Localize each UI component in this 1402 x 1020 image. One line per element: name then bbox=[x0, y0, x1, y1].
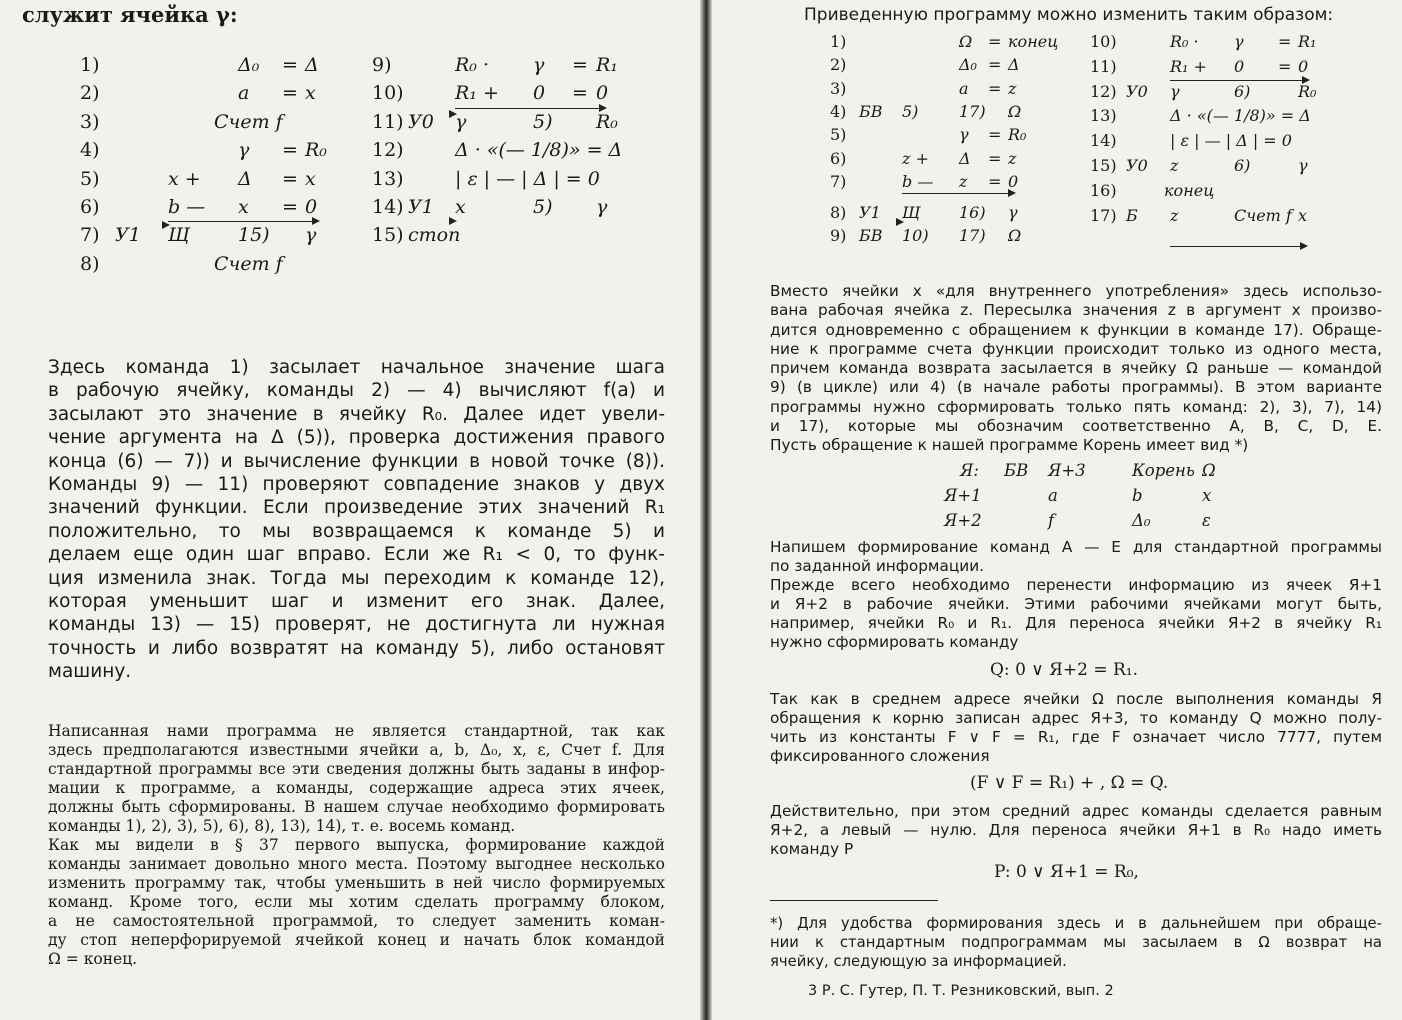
command-opcode: У1 bbox=[115, 224, 141, 247]
call-table-cell: x bbox=[1202, 486, 1212, 505]
command-result: x bbox=[1298, 205, 1308, 225]
text-line: ячейку, следующую за информацией. bbox=[770, 953, 1067, 970]
footnote-rule bbox=[770, 900, 938, 901]
command-number: 17) bbox=[1090, 205, 1117, 225]
text-line: например, ячейки R₀ и R₁. Для переноса ячейки Я+2 в ячейку R₁ bbox=[770, 614, 1382, 632]
command-assign: = bbox=[988, 125, 1002, 145]
command-number: 7) bbox=[80, 224, 100, 247]
call-table-cell: Я+1 bbox=[944, 486, 982, 505]
command-opcode: Б bbox=[1126, 205, 1138, 225]
text-line: команды 1), 2), 3), 5), 6), 8), 13), 14), т. е. восемь команд. bbox=[48, 817, 516, 835]
command-result: z bbox=[1008, 148, 1017, 168]
command-number: 6) bbox=[80, 196, 100, 218]
text-line: по заданной информации. bbox=[770, 557, 985, 575]
book-gutter bbox=[700, 0, 712, 1020]
command-number: 6) bbox=[830, 148, 847, 168]
command-number: 11) bbox=[372, 110, 404, 133]
command-operand-1: R₀ · bbox=[1170, 32, 1199, 51]
command-operand-2: 6) bbox=[1234, 81, 1251, 101]
command-operand-1: z bbox=[1170, 156, 1179, 175]
command-assign: = bbox=[988, 55, 1002, 75]
text-line: стандартной программы все эти сведения должны быть заданы в инфор- bbox=[48, 760, 665, 778]
command-number: 7) bbox=[830, 171, 847, 191]
command-number: 15) bbox=[372, 224, 404, 247]
text-line: фиксированного сложения bbox=[770, 747, 990, 765]
command-call: конец bbox=[1164, 180, 1215, 200]
text-line: должны быть сформированы. В нашем случае необходимо формировать bbox=[48, 798, 665, 816]
text-line: вана рабочая ячейка z. Пересылка значения z в аргумент x произво- bbox=[770, 301, 1382, 320]
text-line: обращения к корню записан адрес Я+3, то команду Q можно полу- bbox=[770, 709, 1382, 727]
text-line: конца (6) — 7)) и вычисление функции в новой точке (8)). bbox=[48, 450, 665, 472]
command-assign: = bbox=[1278, 56, 1292, 76]
text-line: команд. Кроме того, если мы хотим сделать программу блоком, bbox=[48, 893, 665, 911]
command-operand-2: a bbox=[959, 78, 969, 98]
command-operand-2: γ bbox=[238, 139, 250, 162]
command-operand-2: 15) bbox=[238, 224, 270, 247]
text-line: Так как в среднем адресе ячейки Ω после выполнения команды Я bbox=[770, 690, 1382, 708]
command-operand-1: b — bbox=[902, 171, 934, 191]
command-number: 2) bbox=[830, 55, 847, 75]
command-number: 3) bbox=[830, 78, 847, 98]
command-operand-2: 17) bbox=[959, 226, 986, 246]
command-result: R₁ bbox=[1298, 32, 1317, 51]
text-line: программы нужно сформировать только пять команд: 2), 3), 7), 14) bbox=[770, 397, 1382, 416]
command-assign: = bbox=[988, 148, 1002, 168]
command-operand-1: z bbox=[1170, 205, 1179, 225]
command-assign: = bbox=[1278, 32, 1292, 51]
text-line: которая уменьшит шаг и изменит его знак. Далее, bbox=[48, 591, 665, 613]
text-line: здесь предполагаются известными ячейки a, b, Δ₀, x, ε, Счет f. Для bbox=[48, 741, 665, 759]
call-table-cell: Я+3 bbox=[1048, 461, 1086, 480]
command-assign: = bbox=[988, 171, 1002, 191]
command-operand-2: a bbox=[238, 82, 250, 105]
command-result: Δ bbox=[1008, 55, 1020, 75]
command-number: 10) bbox=[1090, 32, 1117, 51]
command-result: R₀ bbox=[1008, 125, 1027, 145]
command-assign: = bbox=[572, 54, 588, 76]
right-paragraph-1 bbox=[770, 282, 1382, 456]
command-operand-2: 0 bbox=[1234, 56, 1245, 76]
command-number: 13) bbox=[1090, 106, 1117, 126]
text-line: Я+2, а левый — нулю. Для переноса ячейки Я+1 в R₀ надо иметь bbox=[770, 821, 1382, 839]
command-number: 15) bbox=[1090, 156, 1117, 175]
command-opcode: У0 bbox=[1126, 81, 1148, 101]
command-operand-2: γ bbox=[1234, 32, 1244, 51]
command-number: 4) bbox=[80, 139, 100, 162]
command-result: x bbox=[305, 167, 316, 190]
command-operand-1: Щ bbox=[902, 203, 921, 223]
command-operand-2: Δ₀ bbox=[238, 54, 260, 76]
right-paragraph-4 bbox=[770, 690, 1382, 766]
text-line: Пусть обращение к нашей программе Корень имеет вид *) bbox=[770, 436, 1249, 455]
command-number: 2) bbox=[80, 82, 100, 105]
call-table-cell: Я+2 bbox=[944, 511, 982, 530]
text-line: нии к стандартным подпрограммам мы засылаем в Ω возврат на bbox=[770, 934, 1382, 951]
command-result: γ bbox=[305, 224, 317, 247]
command-operand-1: R₀ · bbox=[455, 54, 490, 76]
call-table-cell: Δ₀ bbox=[1132, 511, 1151, 530]
command-number: 5) bbox=[80, 167, 100, 190]
text-line: Здесь команда 1) засылает начальное значение шага bbox=[48, 357, 665, 378]
command-number: 13) bbox=[372, 167, 404, 190]
command-number: 14) bbox=[372, 196, 404, 218]
command-expression: | ε | — | Δ | = 0 bbox=[1170, 131, 1292, 151]
text-line: Напишем формирование команд A — E для стандартной программы bbox=[770, 538, 1382, 556]
call-table-cell: b bbox=[1132, 486, 1143, 505]
transfer-arrow bbox=[1170, 246, 1306, 247]
command-operand-1: γ bbox=[455, 110, 467, 133]
command-operand-2: Счет f bbox=[1234, 205, 1292, 225]
command-opcode: У1 bbox=[408, 196, 434, 218]
text-line: Написанная нами программа не является стандартной, так как bbox=[48, 722, 665, 740]
text-line: машину. bbox=[48, 661, 132, 683]
command-assign: = bbox=[988, 32, 1002, 51]
text-line: и 17), которые мы обозначим соответственно A, B, C, D, E. bbox=[770, 417, 1382, 436]
command-operand-2: Ω bbox=[959, 32, 973, 51]
right-paragraph-5 bbox=[770, 802, 1382, 859]
equation-p: P: 0 ∨ Я+1 = R₀, bbox=[994, 862, 1139, 882]
command-result: 0 bbox=[305, 196, 318, 218]
command-result: 0 bbox=[1298, 56, 1309, 76]
left-page bbox=[0, 0, 700, 1020]
text-line: команды 13) — 15) проверят, не достигнута ли нужная bbox=[48, 614, 665, 636]
command-operand-1: Щ bbox=[168, 224, 190, 247]
command-operand-2: 0 bbox=[533, 82, 546, 105]
command-number: 5) bbox=[830, 125, 847, 145]
right-paragraph-2 bbox=[770, 538, 1382, 576]
text-line: и Я+2 в рабочие ячейки. Этими рабочими ячейками могут быть, bbox=[770, 595, 1382, 613]
command-expression: Δ · «(— 1/8)» = Δ bbox=[1170, 106, 1311, 126]
command-result: R₁ bbox=[596, 54, 618, 76]
text-line: а не самостоятельной программой, то следует заменить коман- bbox=[48, 912, 665, 930]
transfer-arrow bbox=[1170, 80, 1308, 81]
command-operand-1: z + bbox=[902, 148, 929, 168]
text-line: команды занимает довольно много места. Поэтому выгоднее несколько bbox=[48, 855, 665, 873]
command-operand-1: b — bbox=[168, 196, 206, 218]
command-assign: = bbox=[282, 167, 298, 190]
left-heading: служит ячейка γ: bbox=[22, 2, 238, 27]
command-result: конец bbox=[1008, 32, 1059, 51]
left-paragraph-2 bbox=[48, 722, 665, 836]
transfer-arrow bbox=[902, 193, 1014, 194]
command-number: 9) bbox=[372, 54, 392, 76]
command-call: Счет f bbox=[214, 110, 283, 133]
command-operand-1: R₁ + bbox=[455, 82, 499, 105]
call-table-cell: Я: bbox=[960, 461, 979, 480]
command-result: R₀ bbox=[305, 139, 327, 162]
command-number: 8) bbox=[830, 203, 847, 223]
command-operand-2: 17) bbox=[959, 101, 986, 121]
command-result: 0 bbox=[596, 82, 609, 105]
text-line: чение аргумента на Δ (5)), проверка достижения правого bbox=[48, 427, 665, 449]
command-opcode: БВ bbox=[859, 101, 883, 121]
command-number: 11) bbox=[1090, 56, 1117, 76]
text-line: Команды 9) — 11) проверяют совпадение знаков у двух bbox=[48, 474, 665, 496]
equation-q: Q: 0 ∨ Я+2 = R₁. bbox=[990, 660, 1138, 680]
command-result: γ bbox=[1008, 203, 1018, 223]
text-line: Как мы видели в § 37 первого выпуска, формирование каждой bbox=[48, 836, 665, 854]
command-expression: | ε | — | Δ | = 0 bbox=[455, 167, 600, 190]
text-line: делаем еще один шаг вправо. Если же R₁ < 0, то функ- bbox=[48, 544, 665, 566]
command-assign: = bbox=[282, 196, 298, 218]
footnote bbox=[770, 914, 1382, 971]
command-opcode: БВ bbox=[859, 226, 883, 246]
command-number: 16) bbox=[1090, 180, 1117, 200]
command-result: z bbox=[1008, 78, 1017, 98]
transfer-arrow bbox=[168, 221, 318, 222]
text-line: чить из константы F ∨ F = R₁, где F означает число 7777, путем bbox=[770, 728, 1382, 746]
command-call: Счет f bbox=[214, 252, 283, 275]
command-number: 1) bbox=[830, 32, 847, 51]
command-number: 1) bbox=[80, 54, 100, 76]
command-result: γ bbox=[1298, 156, 1308, 175]
command-operand-2: γ bbox=[959, 125, 969, 145]
command-assign: = bbox=[282, 54, 298, 76]
text-line: Прежде всего необходимо перенести информацию из ячеек Я+1 bbox=[770, 576, 1382, 594]
text-line: положительно, то мы возвращаемся к команде 5) и bbox=[48, 520, 665, 542]
text-line: значений функции. Если произведение этих значений R₁ bbox=[48, 497, 665, 519]
command-operand-2: x bbox=[238, 196, 249, 218]
right-page bbox=[712, 0, 1402, 1020]
command-operand-2: 5) bbox=[533, 110, 553, 133]
command-operand-2: 5) bbox=[533, 196, 553, 218]
left-paragraph-3 bbox=[48, 836, 665, 969]
command-operand-2: γ bbox=[533, 54, 545, 76]
command-operand-1: 10) bbox=[902, 226, 929, 246]
text-line: команду P bbox=[770, 840, 854, 858]
transfer-arrow bbox=[455, 108, 605, 109]
call-table-cell: Ω bbox=[1202, 461, 1216, 480]
command-result: Ω bbox=[1008, 226, 1022, 246]
equation-f: (F ∨ F = R₁) + , Ω = Q. bbox=[970, 773, 1169, 793]
text-line: Ω = конец. bbox=[48, 950, 138, 968]
text-line: в рабочую ячейку, команды 2) — 4) вычисляют f(a) и bbox=[48, 380, 665, 402]
command-result: Ω bbox=[1008, 101, 1022, 121]
command-operand-2: z bbox=[959, 171, 968, 191]
text-line: дится одновременно с обращением к функции в команде 17). Обраще- bbox=[770, 320, 1382, 339]
command-number: 14) bbox=[1090, 131, 1117, 151]
command-opcode: У0 bbox=[1126, 156, 1148, 175]
text-line: Вместо ячейки x «для внутреннего употребления» здесь использо- bbox=[770, 282, 1382, 300]
command-number: 12) bbox=[1090, 81, 1117, 101]
command-call: стоп bbox=[408, 224, 461, 247]
call-table-cell: Корень bbox=[1132, 461, 1195, 480]
command-operand-2: 6) bbox=[1234, 156, 1251, 175]
signature-line: 3 Р. С. Гутер, П. Т. Резниковский, вып. 2 bbox=[808, 983, 1114, 999]
command-operand-2: Δ bbox=[238, 167, 252, 190]
command-opcode: У0 bbox=[408, 110, 434, 133]
command-number: 12) bbox=[372, 139, 404, 162]
call-table-cell: ε bbox=[1202, 511, 1211, 530]
command-operand-1: x + bbox=[168, 167, 201, 190]
command-result: R₀ bbox=[596, 110, 618, 133]
command-assign: = bbox=[988, 78, 1002, 98]
command-result: 0 bbox=[1008, 171, 1019, 191]
right-heading: Приведенную программу можно изменить таким образом: bbox=[804, 5, 1334, 25]
text-line: нужно сформировать команду bbox=[770, 633, 1019, 651]
text-line: причем команда возврата засылается в ячейку Ω раньше — командой bbox=[770, 359, 1382, 378]
right-paragraph-3 bbox=[770, 576, 1382, 652]
command-result: R₀ bbox=[1298, 81, 1317, 101]
text-line: ция изменила знак. Тогда мы переходим к команде 12), bbox=[48, 567, 665, 589]
command-result: Δ bbox=[305, 54, 319, 76]
text-line: 9) (в цикле) или 4) (в начале работы программы). В этом варианте bbox=[770, 378, 1382, 397]
text-line: *) Для удобства формирования здесь и в дальнейшем при обраще- bbox=[770, 915, 1382, 932]
command-operand-1: x bbox=[455, 196, 466, 218]
text-line: мации к программе, а команды, содержащие адреса этих ячеек, bbox=[48, 779, 665, 797]
command-expression: Δ · «(— 1/8)» = Δ bbox=[455, 139, 623, 162]
text-line: ние к программе счета функции происходит только из одного места, bbox=[770, 339, 1382, 358]
command-operand-2: 16) bbox=[959, 203, 986, 223]
command-operand-1: γ bbox=[1170, 81, 1180, 101]
text-line: Действительно, при этом средний адрес команды сделается равным bbox=[770, 802, 1382, 820]
left-paragraph-1 bbox=[48, 356, 665, 684]
call-table-cell: a bbox=[1048, 486, 1058, 505]
command-operand-1: 5) bbox=[902, 101, 919, 121]
command-number: 9) bbox=[830, 226, 847, 246]
command-assign: = bbox=[572, 82, 588, 105]
call-table-cell: f bbox=[1048, 511, 1055, 530]
command-number: 4) bbox=[830, 101, 847, 121]
command-result: γ bbox=[596, 196, 608, 218]
command-assign: = bbox=[282, 139, 298, 162]
command-result: x bbox=[305, 82, 316, 105]
text-line: точность и либо возвратят на команду 5), либо остановят bbox=[48, 637, 665, 659]
command-opcode: У1 bbox=[859, 203, 881, 223]
command-operand-2: Δ₀ bbox=[959, 55, 977, 75]
command-operand-1: R₁ + bbox=[1170, 56, 1207, 76]
call-table-cell: БВ bbox=[1004, 461, 1029, 480]
command-operand-2: Δ bbox=[959, 148, 971, 168]
text-line: ду стоп неперфорируемой ячейкой конец и начать блок командой bbox=[48, 931, 665, 949]
command-assign: = bbox=[282, 82, 298, 105]
command-number: 8) bbox=[80, 252, 100, 275]
command-number: 10) bbox=[372, 82, 404, 105]
text-line: засылают это значение в ячейку R₀. Далее идет увели- bbox=[48, 403, 665, 425]
command-number: 3) bbox=[80, 110, 100, 133]
text-line: изменить программу так, чтобы уменьшить в ней число формируемых bbox=[48, 874, 665, 892]
